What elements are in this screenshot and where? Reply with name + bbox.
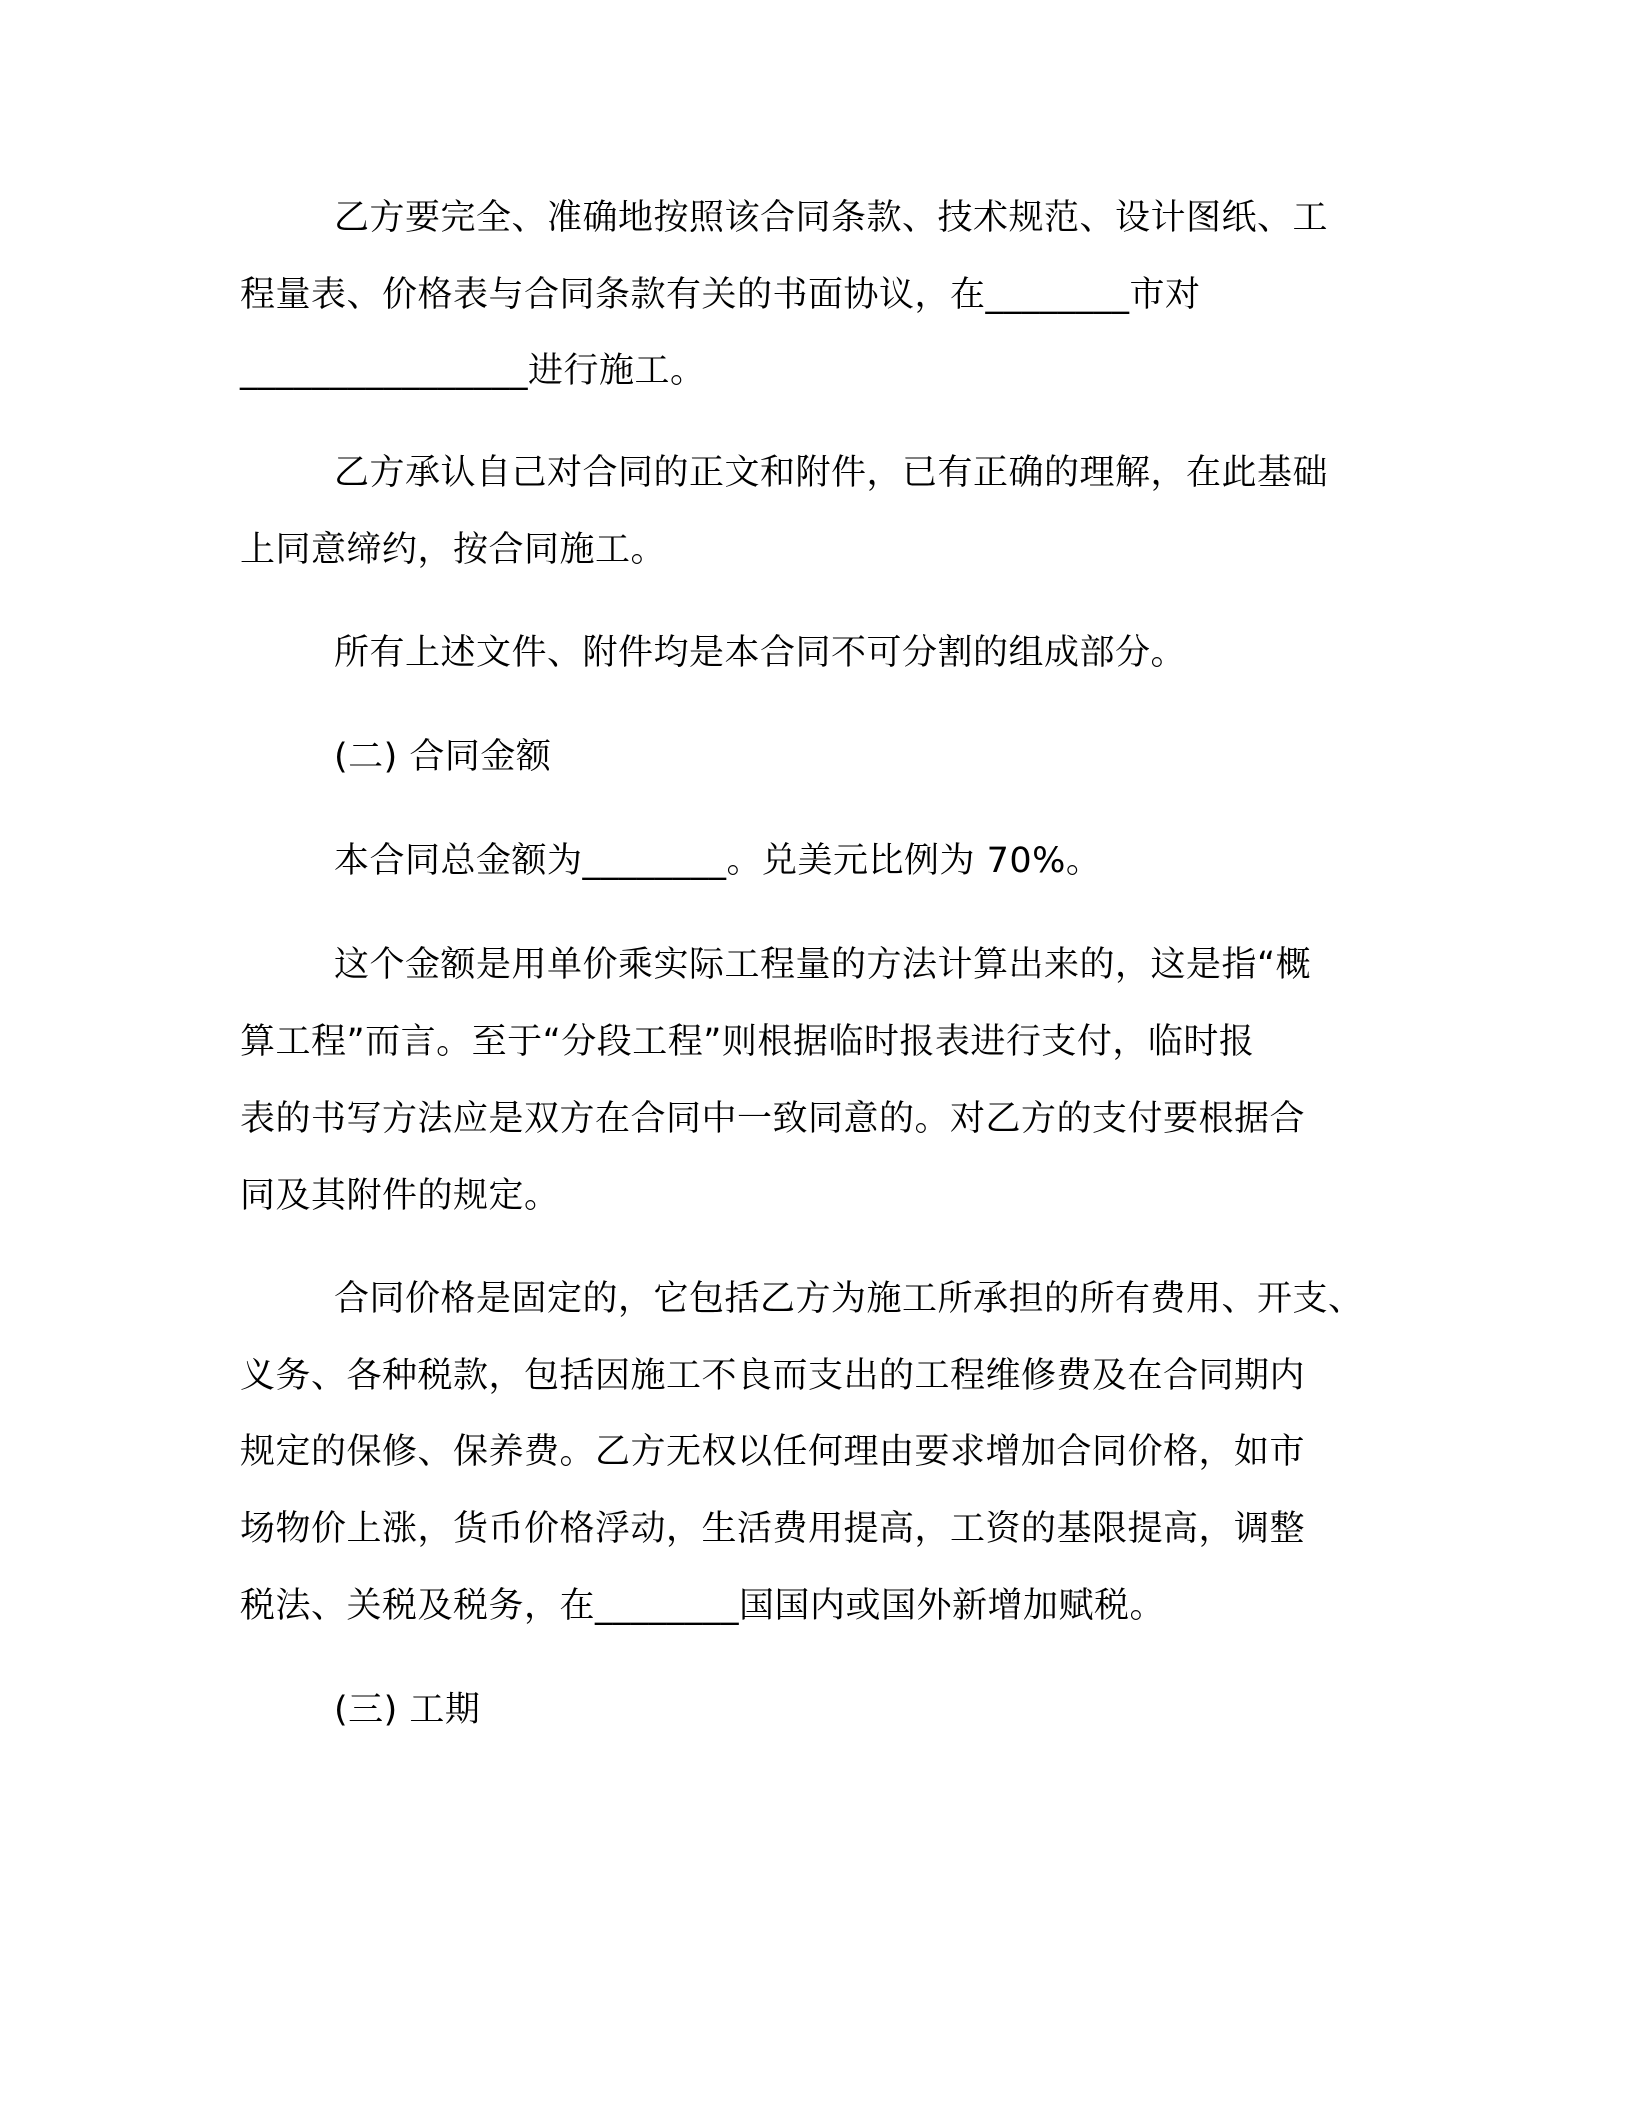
paragraph-1-line-1: 乙方要完全、准确地按照该合同条款、技术规范、设计图纸、工 (334, 198, 1329, 238)
paragraph-5-line-2: 算工程”而言。至于“分段工程”则根据临时报表进行支付，临时报 (240, 1022, 1255, 1062)
paragraph-6-line-2: 义务、各种税款，包括因施工不良而支出的工程维修费及在合同期内 (240, 1356, 1306, 1396)
section-heading-duration: (三) 工期 (334, 1690, 481, 1730)
paragraph-6-line-1: 合同价格是固定的，它包括乙方为施工所承担的所有费用、开支、 (334, 1279, 1364, 1319)
section-heading-contract-amount: (二) 合同金额 (334, 737, 552, 777)
paragraph-5-line-1: 这个金额是用单价乘实际工程量的方法计算出来的，这是指“概 (334, 945, 1312, 985)
paragraph-2-line-1: 乙方承认自己对合同的正文和附件，已有正确的理解，在此基础 (334, 453, 1329, 493)
paragraph-1-line-2: 程量表、价格表与合同条款有关的书面协议，在________市对 (240, 275, 1201, 315)
paragraph-6-line-4: 场物价上涨，货币价格浮动，生活费用提高，工资的基限提高，调整 (240, 1509, 1306, 1549)
paragraph-5-line-3: 表的书写方法应是双方在合同中一致同意的。对乙方的支付要根据合 (240, 1099, 1306, 1139)
paragraph-total-amount: 本合同总金额为________。兑美元比例为 70%。 (334, 841, 1102, 881)
paragraph-2-line-2: 上同意缔约，按合同施工。 (240, 530, 667, 570)
paragraph-3: 所有上述文件、附件均是本合同不可分割的组成部分。 (334, 633, 1187, 673)
paragraph-5-line-4: 同及其附件的规定。 (240, 1176, 560, 1216)
paragraph-6-line-5: 税法、关税及税务，在________国国内或国外新增加赋税。 (240, 1586, 1166, 1626)
paragraph-1-line-3: ________________进行施工。 (240, 351, 706, 391)
paragraph-6-line-3: 规定的保修、保养费。乙方无权以任何理由要求增加合同价格，如市 (240, 1432, 1306, 1472)
